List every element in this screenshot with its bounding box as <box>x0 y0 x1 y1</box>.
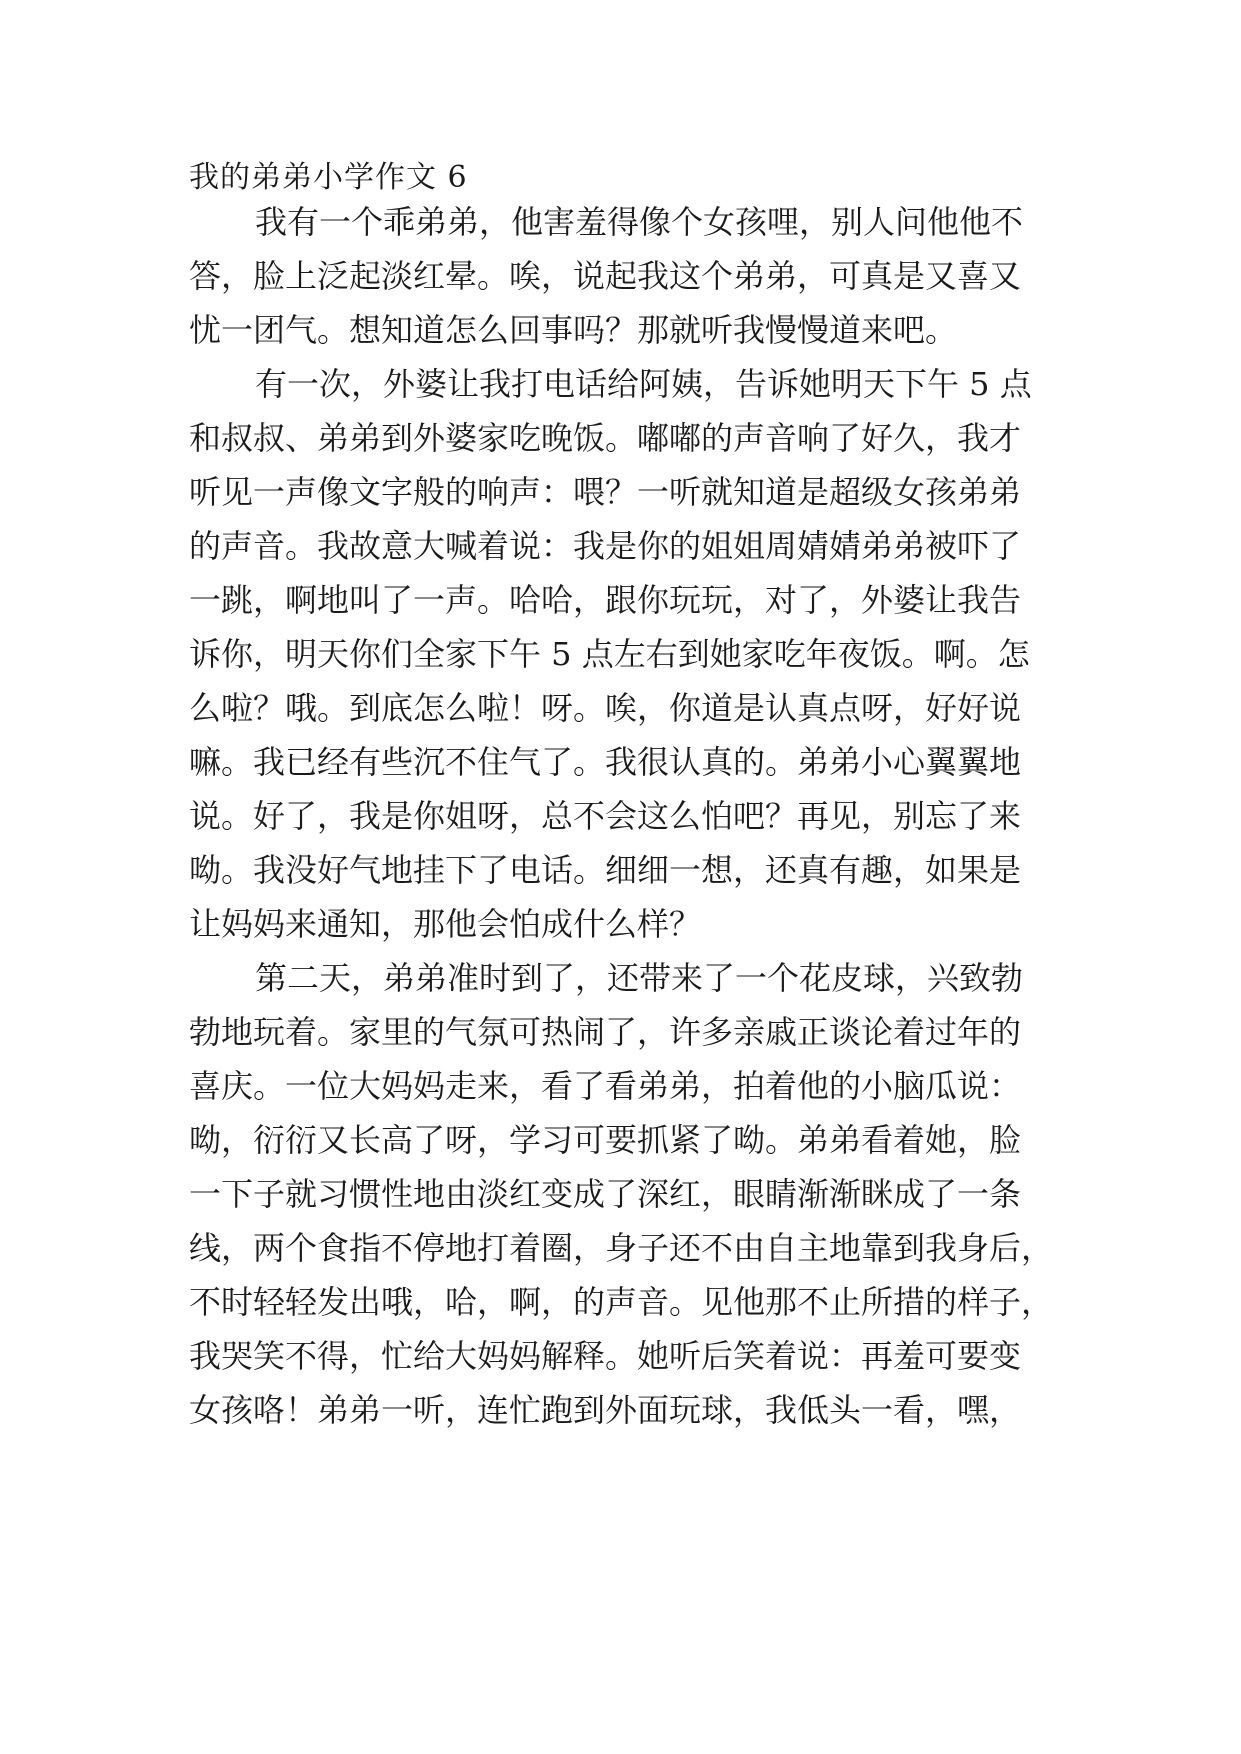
text-line: 嘛。我已经有些沉不住气了。我很认真的。弟弟小心翼翼地 <box>189 743 1022 781</box>
text-line: 说。好了，我是你姐呀，总不会这么怕吧？再见，别忘了来 <box>189 797 1022 835</box>
text-line: 喜庆。一位大妈妈走来，看了看弟弟，拍着他的小脑瓜说： <box>189 1067 1022 1105</box>
text-line: 第二天，弟弟准时到了，还带来了一个花皮球，兴致勃 <box>255 959 1024 997</box>
text-line: 我哭笑不得，忙给大妈妈解释。她听后笑着说：再羞可要变 <box>189 1337 1022 1375</box>
text-line: 和叔叔、弟弟到外婆家吃晚饭。嘟嘟的声音响了好久，我才 <box>189 419 1022 457</box>
text-line: 女孩咯！弟弟一听，连忙跑到外面玩球，我低头一看，嘿， <box>189 1391 1022 1429</box>
text-line: 让妈妈来通知，那他会怕成什么样？ <box>189 905 702 943</box>
text-line: 答，脸上泛起淡红晕。唉，说起我这个弟弟，可真是又喜又 <box>189 257 1022 295</box>
text-line: 的声音。我故意大喊着说：我是你的姐姐周婧婧弟弟被吓了 <box>189 527 1022 565</box>
text-line: 忧一团气。想知道怎么回事吗？那就听我慢慢道来吧。 <box>189 311 958 349</box>
text-line: 我有一个乖弟弟，他害羞得像个女孩哩，别人问他他不 <box>255 203 1024 241</box>
text-line: 勃地玩着。家里的气氛可热闹了，许多亲戚正谈论着过年的 <box>189 1013 1022 1051</box>
text-line: 一下子就习惯性地由淡红变成了深红，眼睛渐渐眯成了一条 <box>189 1175 1022 1213</box>
text-line: 听见一声像文字般的响声：喂？一听就知道是超级女孩弟弟 <box>189 473 1022 511</box>
text-line: 呦，衍衍又长高了呀，学习可要抓紧了呦。弟弟看着她，脸 <box>189 1121 1022 1159</box>
text-line: 不时轻轻发出哦，哈，啊，的声音。见他那不止所措的样子， <box>189 1283 1054 1321</box>
text-line: 一跳，啊地叫了一声。哈哈，跟你玩玩，对了，外婆让我告 <box>189 581 1022 619</box>
text-line: 呦。我没好气地挂下了电话。细细一想，还真有趣，如果是 <box>189 851 1022 889</box>
document-title: 我的弟弟小学作文 6 <box>189 160 468 195</box>
text-line: 诉你，明天你们全家下午 5 点左右到她家吃年夜饭。啊。怎 <box>189 635 1030 673</box>
text-line: 么啦？哦。到底怎么啦！呀。唉，你道是认真点呀，好好说 <box>189 689 1022 727</box>
text-line: 有一次，外婆让我打电话给阿姨，告诉她明天下午 5 点 <box>255 365 1032 403</box>
text-line: 线，两个食指不停地打着圈，身子还不由自主地靠到我身后， <box>189 1229 1054 1267</box>
